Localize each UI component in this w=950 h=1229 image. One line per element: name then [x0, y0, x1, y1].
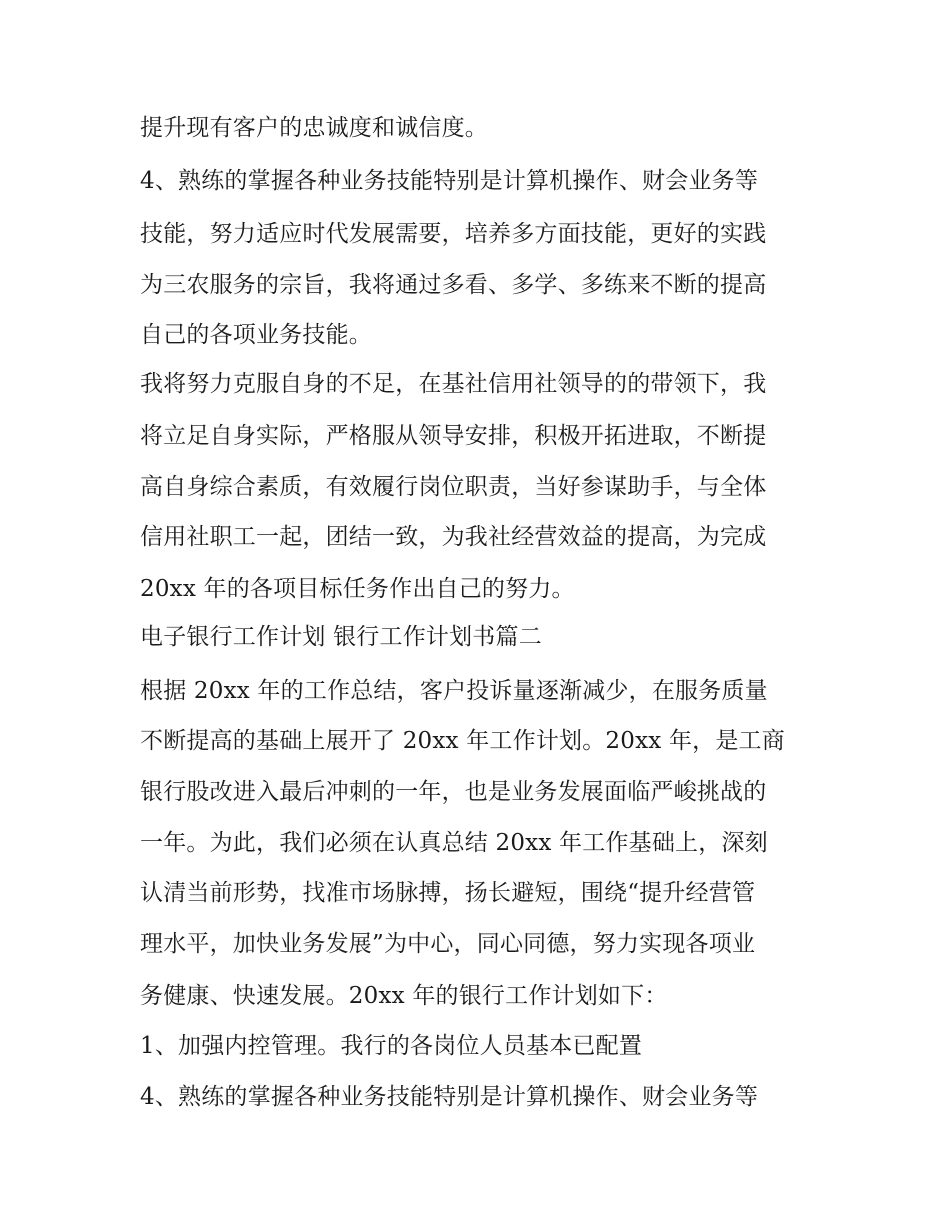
text-line: 根据 20xx 年的工作总结，客户投诉量逐渐减少，在服务质量 [140, 678, 768, 704]
text-line: 一年。为此，我们必须在认真总结 20xx 年工作基础上，深刻 [140, 830, 768, 856]
text-line: 自己的各项业务技能。 [140, 322, 372, 348]
text-line: 银行股改进入最后冲刺的一年，也是业务发展面临严峻挑战的 [140, 779, 767, 805]
text-line: 提升现有客户的忠诚度和诚信度。 [140, 115, 488, 141]
text-line: 高自身综合素质，有效履行岗位职责，当好参谋助手，与全体 [140, 474, 767, 500]
text-line: 4、熟练的掌握各种业务技能特别是计算机操作、财会业务等 [140, 1084, 759, 1110]
text-line: 不断提高的基础上展开了 20xx 年工作计划。20xx 年，是工商 [140, 728, 785, 754]
text-line: 为三农服务的宗旨，我将通过多看、多学、多练来不断的提高 [140, 272, 767, 298]
section-heading: 电子银行工作计划 银行工作计划书篇二 [140, 624, 542, 650]
text-line: 我将努力克服自身的不足，在基社信用社领导的的带领下，我 [140, 371, 767, 397]
text-line: 认清当前形势，找准市场脉搏，扬长避短，围绕“提升经营管 [140, 880, 756, 906]
text-line: 20xx 年的各项目标任务作出自己的努力。 [140, 576, 575, 602]
text-line: 技能，努力适应时代发展需要，培养多方面技能，更好的实践 [140, 221, 767, 247]
text-line: 将立足自身实际，严格服从领导安排，积极开拓进取，不断提 [140, 423, 767, 449]
text-line: 信用社职工一起，团结一致，为我社经营效益的提高，为完成 [140, 524, 767, 550]
text-line: 4、熟练的掌握各种业务技能特别是计算机操作、财会业务等 [140, 168, 759, 194]
text-line: 1、加强内控管理。我行的各岗位人员基本已配置 [140, 1033, 643, 1059]
text-line: 理水平，加快业务发展”为中心，同心同德，努力实现各项业 [140, 931, 756, 957]
text-line: 务健康、快速发展。20xx 年的银行工作计划如下： [140, 983, 668, 1009]
